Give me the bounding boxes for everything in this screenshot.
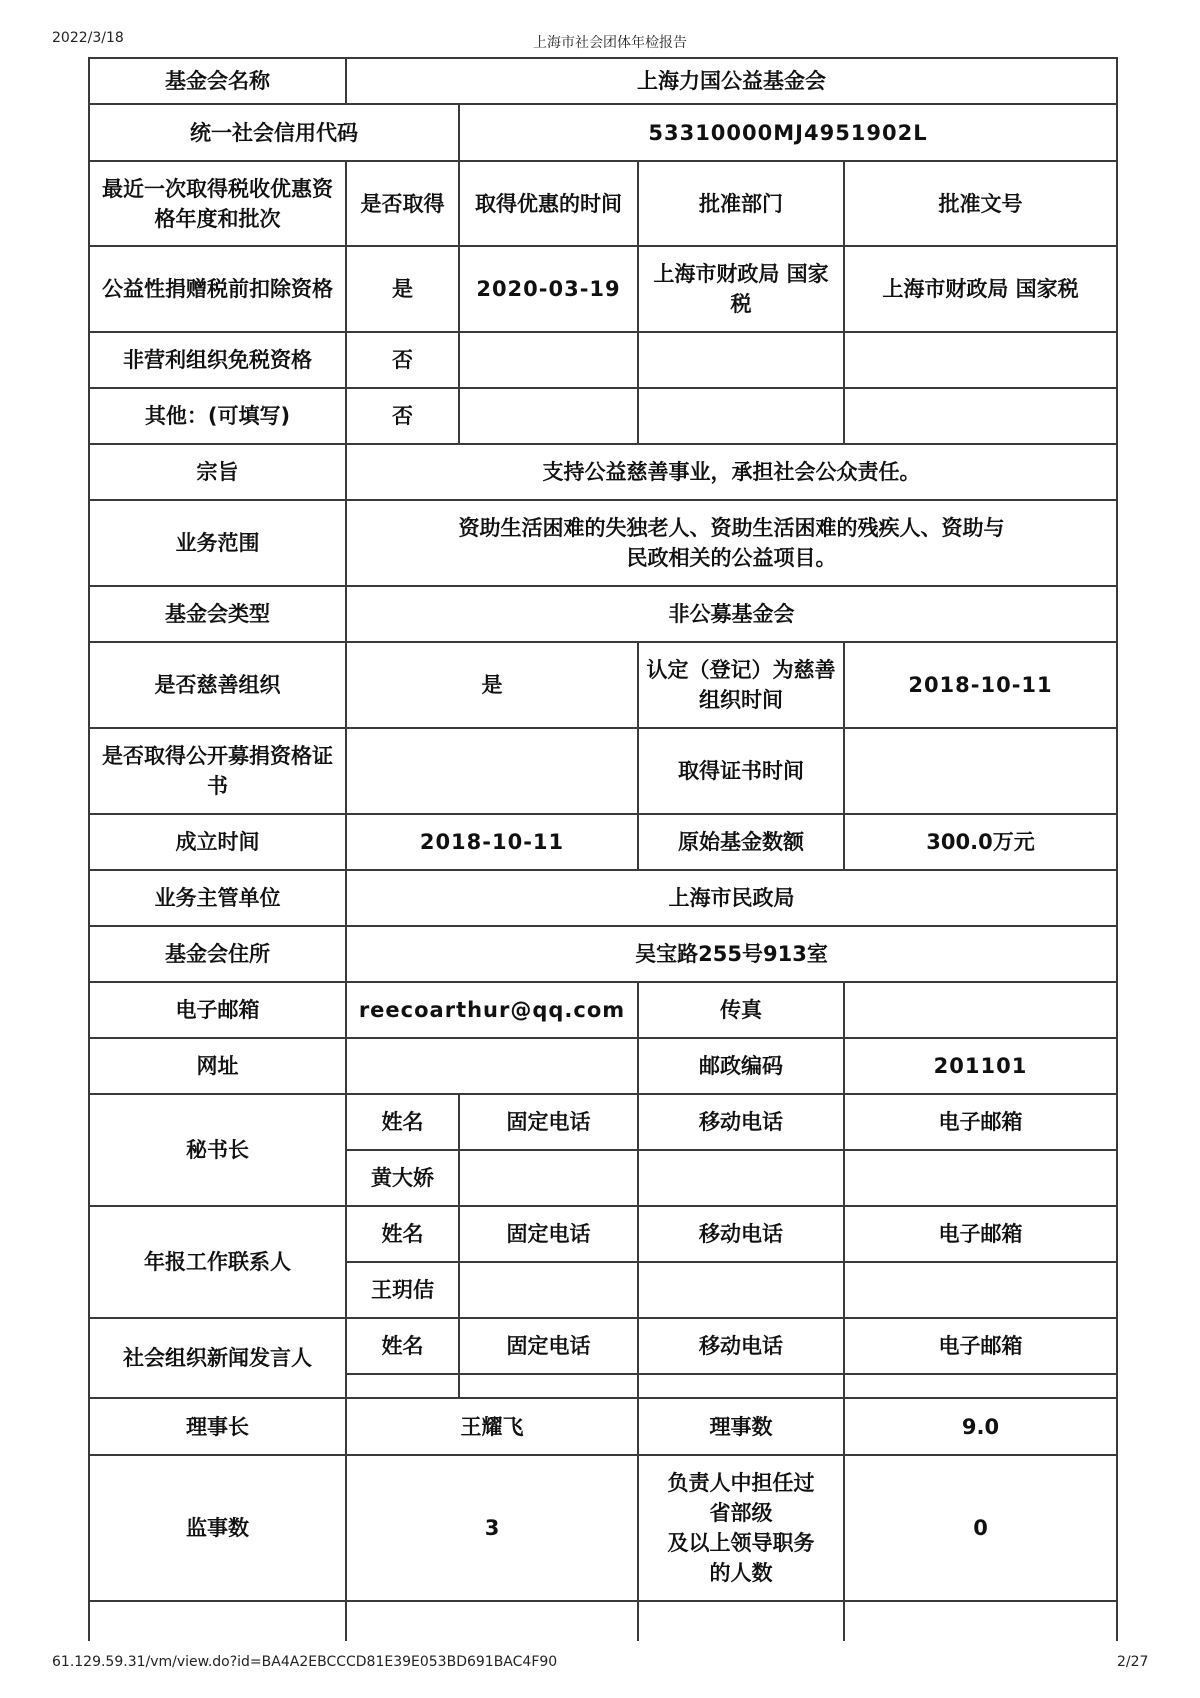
address-value: 吴宝路255号913室 [346,926,1117,982]
contact-header-mobile: 移动电话 [638,1094,844,1150]
row-charity [89,642,1117,728]
tax-row-label: 公益性捐赠税前扣除资格 [89,246,346,332]
supervisors-label: 监事数 [89,1455,346,1601]
contact-header-mobile: 移动电话 [638,1206,844,1262]
row-tax-header [89,161,1117,246]
spokesperson-mobile [638,1374,844,1398]
contact-header-name: 姓名 [346,1094,459,1150]
row-website [89,1038,1117,1094]
row-supervisors [89,1455,1117,1601]
charity-date-label: 认定（登记）为慈善组织时间 [638,642,844,728]
tax-row-label: 非营利组织免税资格 [89,332,346,388]
name-label: 基金会名称 [89,58,346,104]
row-purpose [89,444,1117,500]
website-label: 网址 [89,1038,346,1094]
supervisors-value: 3 [346,1455,638,1601]
row-chairman [89,1398,1117,1455]
secretary-name: 黄大娇 [346,1150,459,1206]
leaders-label-line: 省部级 [709,1501,773,1525]
spokesperson-label: 社会组织新闻发言人 [89,1318,346,1398]
purpose-value: 支持公益慈善事业，承担社会公众责任。 [346,444,1117,500]
row-scope [89,500,1117,586]
report-contact-mobile [638,1262,844,1318]
type-label: 基金会类型 [89,586,346,642]
row-supervisor [89,870,1117,926]
secretary-mobile [638,1150,844,1206]
foundation-info-table [88,57,1118,1641]
tax-row-time [459,332,638,388]
charity-label: 是否慈善组织 [89,642,346,728]
contact-header-phone: 固定电话 [459,1318,638,1374]
secretary-phone [459,1150,638,1206]
tax-row-doc [844,332,1117,388]
row-email [89,982,1117,1038]
founded-value: 2018-10-11 [346,814,638,870]
continued-cell [638,1601,844,1641]
scope-line: 民政相关的公益项目。 [626,546,837,570]
row-founded [89,814,1117,870]
page-number: 2/27 [1117,1654,1149,1670]
row-secretary-header [89,1094,1117,1150]
tax-row-time [459,388,638,444]
spokesperson-phone [459,1374,638,1398]
tax-header-doc: 批准文号 [844,161,1117,246]
founded-label: 成立时间 [89,814,346,870]
row-spokesperson-header [89,1318,1117,1374]
contact-header-phone: 固定电话 [459,1094,638,1150]
secretary-label: 秘书长 [89,1094,346,1206]
email-value: reecoarthur@qq.com [346,982,638,1038]
public-fundraising-value [346,728,638,814]
secretary-email [844,1150,1117,1206]
tax-row-doc: 上海市财政局 国家税 [844,246,1117,332]
fax-label: 传真 [638,982,844,1038]
cert-time-label: 取得证书时间 [638,728,844,814]
tax-row-obtained: 否 [346,388,459,444]
fund-value: 300.0万元 [844,814,1117,870]
row-credit-code [89,104,1117,161]
leaders-value: 0 [844,1455,1117,1601]
continued-cell [346,1601,638,1641]
chairman-value: 王耀飞 [346,1398,638,1455]
chairman-label: 理事长 [89,1398,346,1455]
tax-row-dept [638,388,844,444]
contact-header-email: 电子邮箱 [844,1318,1117,1374]
tax-header-dept: 批准部门 [638,161,844,246]
cert-time-value [844,728,1117,814]
row-report-contact-header [89,1206,1117,1262]
charity-value: 是 [346,642,638,728]
tax-header-time: 取得优惠的时间 [459,161,638,246]
continued-cell [844,1601,1117,1641]
email-label: 电子邮箱 [89,982,346,1038]
row-public-fundraising [89,728,1117,814]
contact-header-name: 姓名 [346,1318,459,1374]
directors-value: 9.0 [844,1398,1117,1455]
leaders-label-line: 及以上领导职务 [667,1531,815,1555]
supervisor-value: 上海市民政局 [346,870,1117,926]
directors-label: 理事数 [638,1398,844,1455]
report-contact-phone [459,1262,638,1318]
page-url: 61.129.59.31/vm/view.do?id=BA4A2EBCCCD81E39E053BD691BAC4F90 [52,1654,558,1670]
row-address [89,926,1117,982]
leaders-label-line: 负责人中担任过 [667,1471,815,1495]
row-continued [89,1601,1117,1641]
tax-row-time: 2020-03-19 [459,246,638,332]
tax-row-obtained: 否 [346,332,459,388]
row-name [89,58,1117,104]
print-date: 2022/3/18 [52,30,124,46]
tax-row [89,332,1117,388]
leaders-label [638,1455,844,1601]
tax-row-obtained: 是 [346,246,459,332]
public-fundraising-label: 是否取得公开募捐资格证书 [89,728,346,814]
postcode-value: 201101 [844,1038,1117,1094]
row-type [89,586,1117,642]
tax-row [89,388,1117,444]
supervisor-label: 业务主管单位 [89,870,346,926]
spokesperson-email [844,1374,1117,1398]
report-contact-label: 年报工作联系人 [89,1206,346,1318]
tax-header-obtained: 是否取得 [346,161,459,246]
report-contact-name: 王玥佶 [346,1262,459,1318]
scope-label: 业务范围 [89,500,346,586]
continued-cell [89,1601,346,1641]
charity-date-value: 2018-10-11 [844,642,1117,728]
fund-label: 原始基金数额 [638,814,844,870]
tax-row [89,246,1117,332]
tax-header-category: 最近一次取得税收优惠资格年度和批次 [89,161,346,246]
contact-header-email: 电子邮箱 [844,1094,1117,1150]
credit-code-value: 53310000MJ4951902L [459,104,1117,161]
document-title: 上海市社会团体年检报告 [533,35,687,51]
contact-header-email: 电子邮箱 [844,1206,1117,1262]
name-value: 上海力国公益基金会 [346,58,1117,104]
report-contact-email [844,1262,1117,1318]
fax-value [844,982,1117,1038]
tax-row-dept [638,332,844,388]
address-label: 基金会住所 [89,926,346,982]
spokesperson-name [346,1374,459,1398]
leaders-label-line: 的人数 [709,1561,773,1585]
purpose-label: 宗旨 [89,444,346,500]
contact-header-phone: 固定电话 [459,1206,638,1262]
tax-row-dept: 上海市财政局 国家税 [638,246,844,332]
tax-row-label: 其他：(可填写) [89,388,346,444]
tax-row-doc [844,388,1117,444]
website-value [346,1038,638,1094]
contact-header-mobile: 移动电话 [638,1318,844,1374]
type-value: 非公募基金会 [346,586,1117,642]
scope-value [346,500,1117,586]
credit-code-label: 统一社会信用代码 [89,104,459,161]
postcode-label: 邮政编码 [638,1038,844,1094]
scope-line: 资助生活困难的失独老人、资助生活困难的残疾人、资助与 [458,516,1005,540]
contact-header-name: 姓名 [346,1206,459,1262]
